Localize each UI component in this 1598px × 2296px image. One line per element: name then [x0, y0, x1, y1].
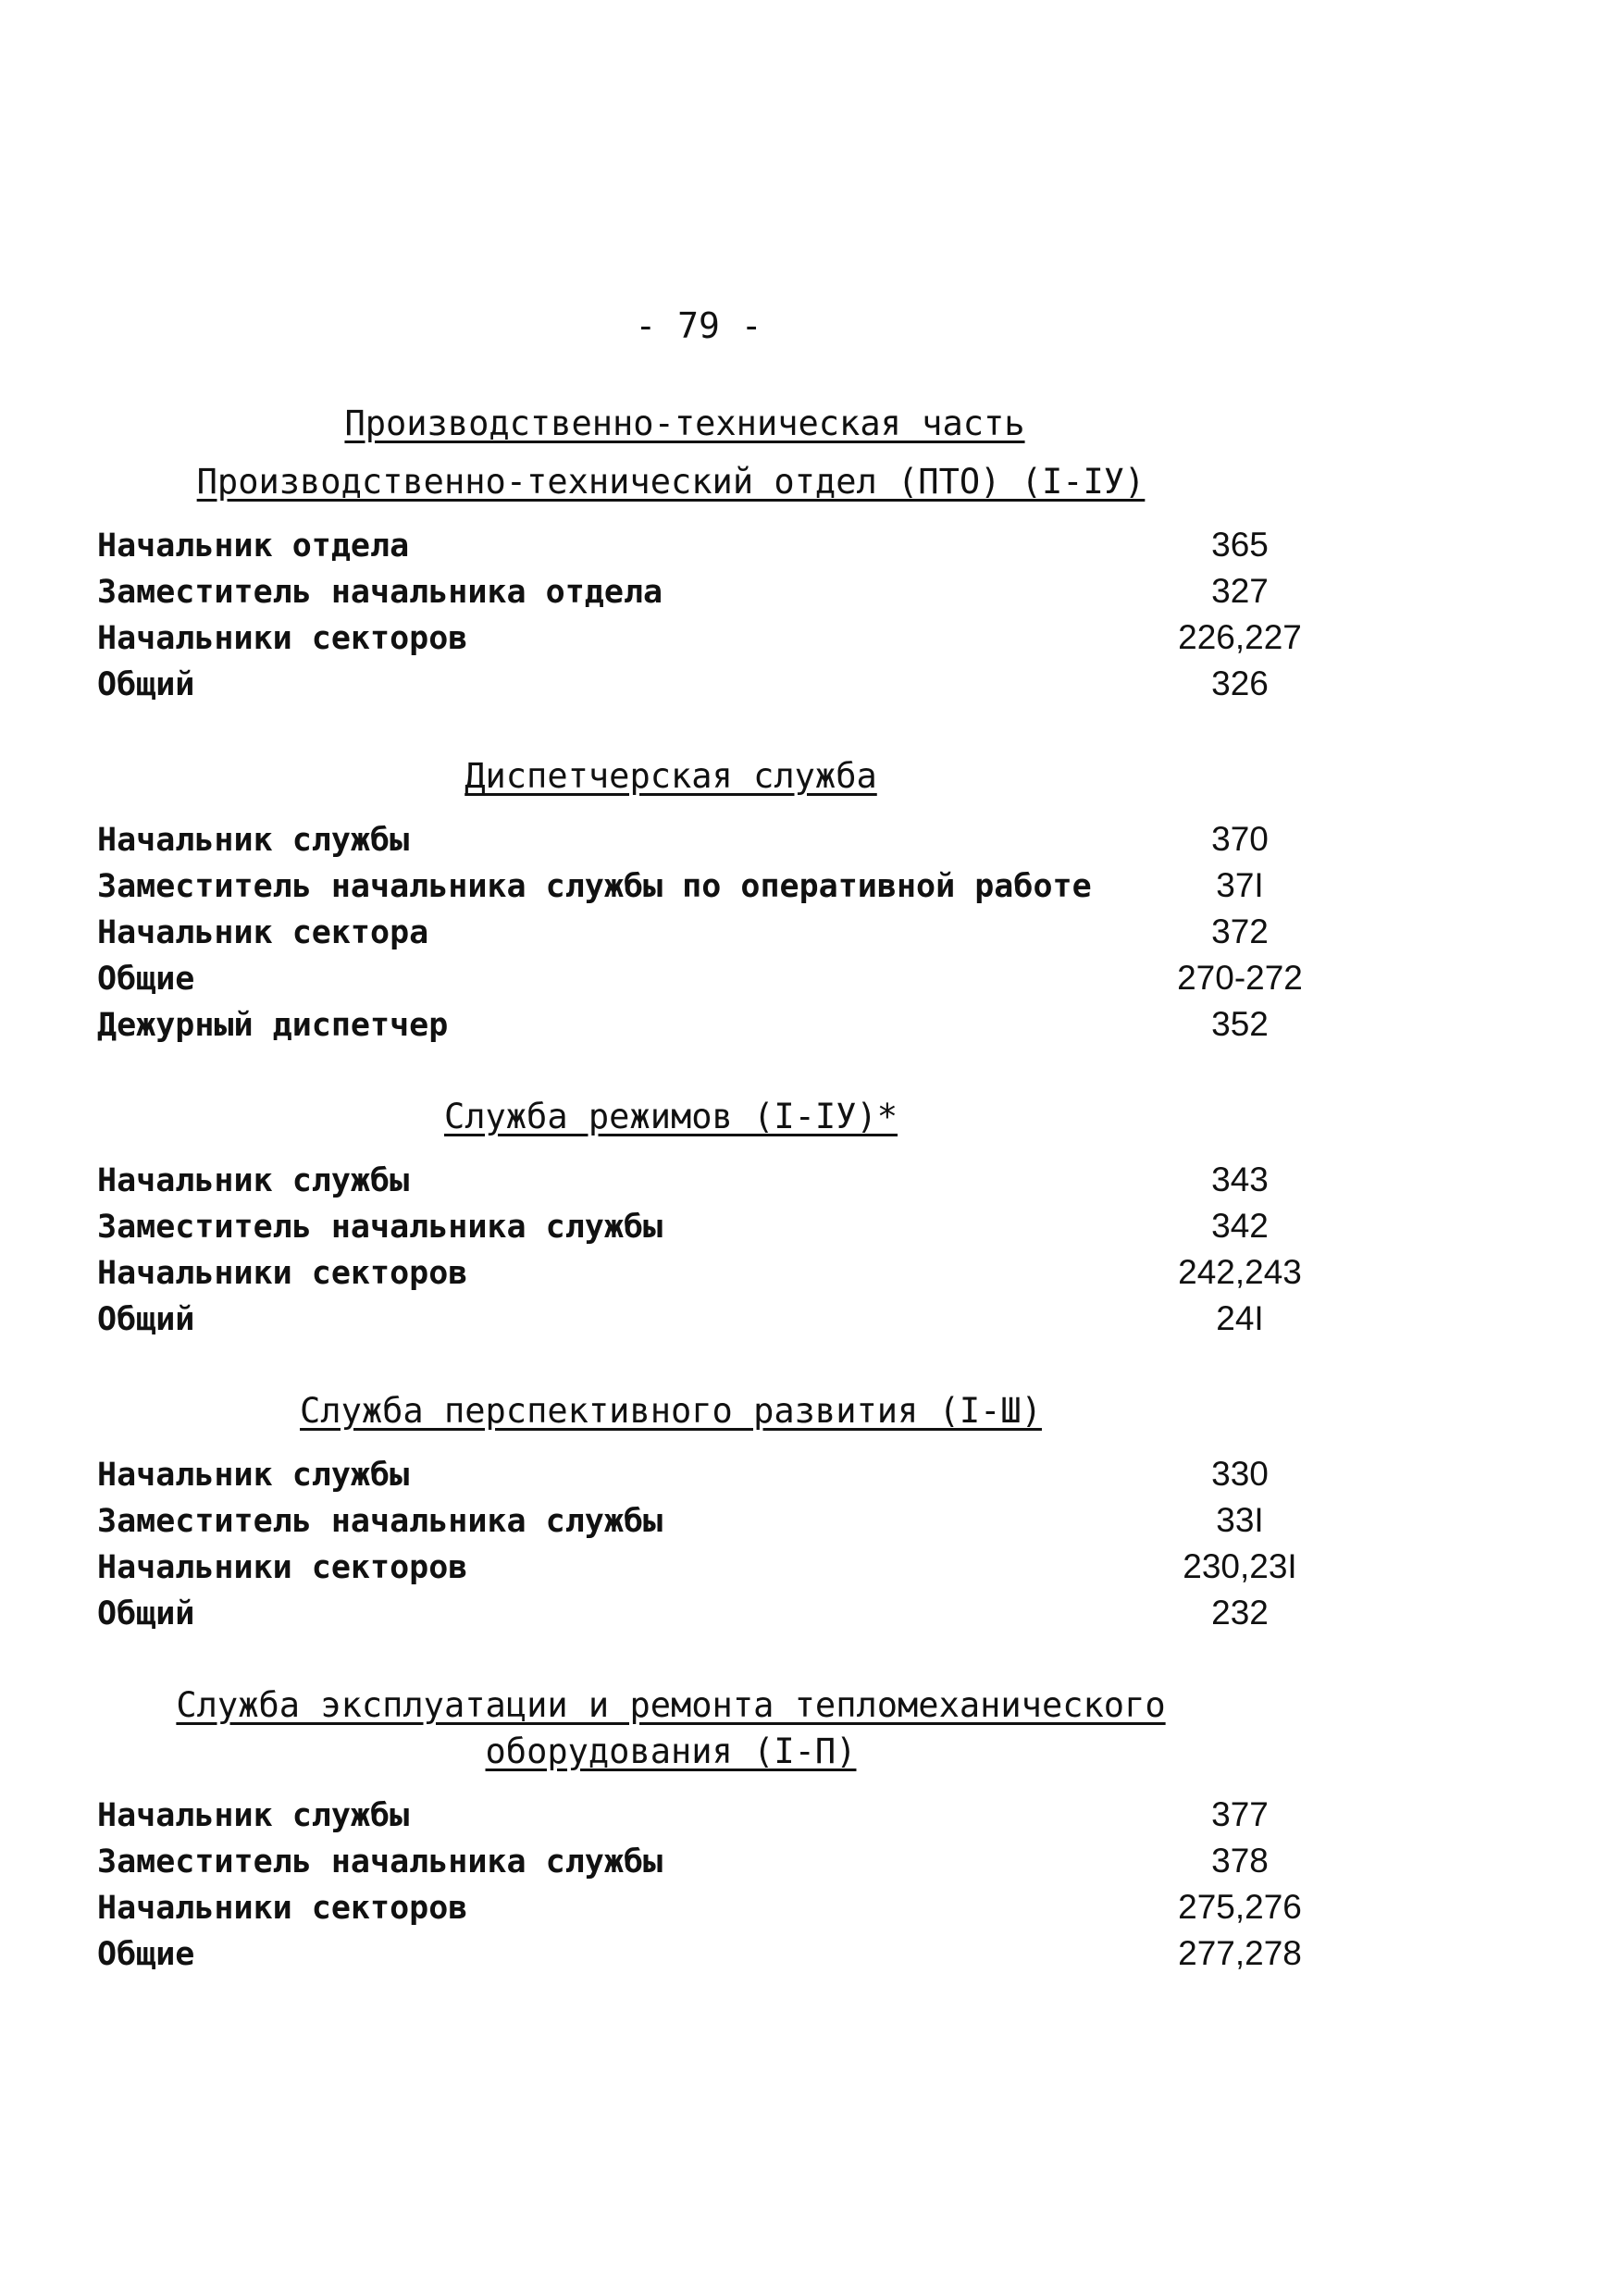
section-gap: [97, 711, 1328, 753]
section-2: [97, 1094, 1328, 1346]
row-label: Заместитель начальника службы: [97, 1843, 663, 1880]
table-row: [97, 1547, 1328, 1594]
row-value: 365: [1211, 526, 1269, 564]
section-title: [97, 1388, 1328, 1434]
section-title-line: Производственно-технический отдел (ПТО) (I-IУ): [196, 462, 1146, 502]
table-row: [97, 1299, 1328, 1346]
row-value: 230,23I: [1183, 1547, 1297, 1585]
table-row: [97, 526, 1328, 572]
row-label: Заместитель начальника отдела: [97, 574, 663, 611]
table-row: [97, 1501, 1328, 1547]
row-label: Начальники секторов: [97, 1255, 468, 1292]
section-gap: [97, 1640, 1328, 1682]
table-row: [97, 664, 1328, 711]
row-label: Начальник службы: [97, 822, 410, 859]
table-row: [97, 1842, 1328, 1888]
section-title-line: оборудования (I-П): [485, 1731, 857, 1771]
row-value: 270-272: [1177, 959, 1303, 997]
table-row: [97, 1888, 1328, 1934]
section-0: [97, 459, 1328, 711]
row-value: 342: [1211, 1207, 1269, 1245]
row-label: Начальники секторов: [97, 620, 468, 657]
table-row: [97, 1253, 1328, 1299]
section-gap: [97, 1051, 1328, 1094]
row-label: Начальник службы: [97, 1457, 410, 1494]
table-row: [97, 618, 1328, 664]
row-value: 33I: [1216, 1501, 1264, 1539]
table-row: [97, 1207, 1328, 1253]
main-title-text: Производственно-техническая часть: [344, 403, 1025, 443]
table-row: [97, 1934, 1328, 1980]
row-value: 242,243: [1178, 1253, 1302, 1291]
table-row: [97, 1795, 1328, 1842]
table-row: [97, 820, 1328, 866]
row-value: 372: [1211, 912, 1269, 950]
sections-container: [97, 459, 1328, 1980]
row-value: 226,227: [1178, 618, 1302, 656]
row-value: 343: [1211, 1160, 1269, 1198]
row-label: Заместитель начальника службы: [97, 1503, 663, 1540]
table-row: [97, 1160, 1328, 1207]
table-row: [97, 1594, 1328, 1640]
row-label: Заместитель начальника службы: [97, 1209, 663, 1246]
row-label: Начальники секторов: [97, 1890, 468, 1927]
row-value: 370: [1211, 820, 1269, 858]
row-label: Начальник сектора: [97, 914, 429, 951]
section-4: [97, 1682, 1328, 1980]
section-title: [97, 1682, 1328, 1775]
row-value: 378: [1211, 1842, 1269, 1880]
row-value: 352: [1211, 1005, 1269, 1043]
row-value: 277,278: [1178, 1934, 1302, 1972]
row-label: Общий: [97, 1301, 195, 1338]
table-row: [97, 912, 1328, 959]
section-gap: [97, 1346, 1328, 1388]
row-label: Начальник отдела: [97, 527, 410, 565]
row-label: Начальник службы: [97, 1162, 410, 1199]
row-label: Начальники секторов: [97, 1549, 468, 1586]
row-label: Общие: [97, 1936, 195, 1973]
table-row: [97, 866, 1328, 912]
row-label: Общий: [97, 1595, 195, 1632]
row-label: Начальник службы: [97, 1797, 410, 1834]
page-number: - 79 -: [635, 305, 762, 346]
row-label: Общие: [97, 961, 195, 998]
section-title: [97, 1094, 1328, 1140]
row-value: 327: [1211, 572, 1269, 610]
row-value: 37I: [1216, 866, 1264, 904]
row-label: Дежурный диспетчер: [97, 1007, 449, 1044]
table-row: [97, 1455, 1328, 1501]
main-title: [0, 403, 1369, 443]
table-row: [97, 572, 1328, 618]
section-title-line: Диспетчерская служба: [465, 756, 877, 796]
section-title-line: Служба эксплуатации и ремонта тепломеханического: [176, 1685, 1166, 1725]
section-title-line: Служба перспективного развития (I-Ш): [300, 1391, 1042, 1431]
row-value: 232: [1211, 1594, 1269, 1632]
table-row: [97, 959, 1328, 1005]
row-value: 275,276: [1178, 1888, 1302, 1926]
section-title: [97, 753, 1328, 800]
section-3: [97, 1388, 1328, 1640]
section-1: [97, 753, 1328, 1051]
row-value: 377: [1211, 1795, 1269, 1833]
row-label: Заместитель начальника службы по оперативной работе: [97, 868, 1092, 905]
row-value: 24I: [1216, 1299, 1264, 1337]
row-value: 326: [1211, 664, 1269, 702]
row-value: 330: [1211, 1455, 1269, 1493]
table-row: [97, 1005, 1328, 1051]
section-title: [97, 459, 1328, 505]
section-title-line: Служба режимов (I-IУ)*: [443, 1097, 898, 1136]
row-label: Общий: [97, 666, 195, 703]
